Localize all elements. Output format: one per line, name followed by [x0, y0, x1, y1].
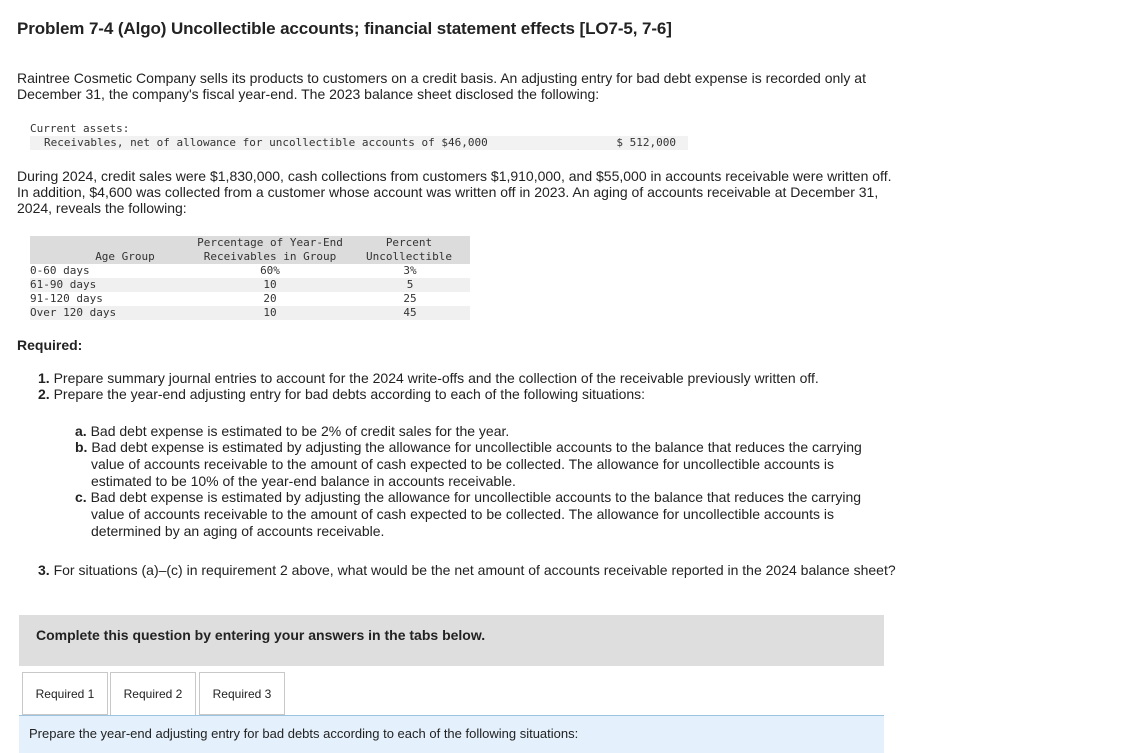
header-age-group: Age Group: [95, 250, 155, 263]
tab-required-3[interactable]: Required 3: [199, 672, 285, 715]
tab-required-1[interactable]: Required 1: [22, 672, 108, 715]
tab-required-2[interactable]: Required 2: [110, 672, 196, 716]
requirement-2-number: 2.: [38, 386, 50, 402]
instruction-banner: [19, 615, 884, 666]
aging-table: [30, 236, 470, 320]
tab-prompt-text: Prepare the year-end adjusting entry for bad debts according to each of the following situations:: [29, 726, 579, 741]
requirement-1: [38, 370, 819, 386]
situation-b-text: Bad debt expense is estimated by adjusting the allowance for uncollectible accounts to the balance that reduces the carrying value of accounts receivable to the amount of cash expected to be collected. The allowance for uncollectible accounts is estimated to be 10% of the year-end balance in accounts receivable.: [91, 439, 862, 489]
receivables-label: Receivables, net of allowance for uncollectible accounts of $46,000: [44, 136, 488, 149]
unc-cell: 3%: [403, 264, 417, 277]
tab-prompt-bar: [19, 716, 884, 753]
situation-c-text: Bad debt expense is estimated by adjusting the allowance for uncollectible accounts to the balance that reduces the carrying value of accounts receivable to the amount of cash expected to be collected. The allowance for uncollectible accounts is determined by an aging of accounts receivable.: [90, 489, 862, 539]
situation-a-text: Bad debt expense is estimated to be 2% of credit sales for the year.: [90, 423, 510, 439]
requirement-3-number: 3.: [38, 562, 50, 578]
requirement-2-text: Prepare the year-end adjusting entry for bad debts according to each of the following situations:: [53, 386, 646, 402]
required-heading: Required:: [17, 337, 83, 353]
problem-title: Problem 7-4 (Algo) Uncollectible accounts; financial statement effects [LO7-5, 7-6]: [17, 19, 672, 38]
aging-table-header: [30, 236, 470, 264]
unc-cell: 25: [403, 292, 417, 305]
age-cell: Over 120 days: [30, 306, 117, 319]
requirement-2: [38, 386, 645, 402]
during-paragraph: During 2024, credit sales were $1,830,000, cash collections from customers $1,910,000, and $55,000 in accounts receivable were written off. In addition, $4,600 was collected from a customer whose account was written off in 2023. An aging of accounts receivable at December 31, 2024, reveals the following:: [17, 168, 892, 216]
situation-a-letter: a.: [75, 423, 87, 439]
table-row: [30, 292, 470, 306]
requirement-3-text: For situations (a)–(c) in requirement 2 above, what would be the net amount of accounts receivable reported in the 2024 balance sheet?: [53, 562, 896, 578]
situation-c: [75, 489, 875, 540]
current-assets-label: Current assets:: [30, 122, 130, 135]
header-percentage-line2: Receivables in Group: [203, 250, 337, 263]
instruction-text: Complete this question by entering your answers in the tabs below.: [36, 627, 486, 643]
receivables-row: [30, 136, 688, 150]
requirement-1-number: 1.: [38, 370, 50, 386]
header-percentage-line1: Percentage of Year-End: [197, 236, 343, 249]
pct-cell: 20: [263, 292, 277, 305]
unc-cell: 5: [406, 278, 414, 291]
pct-cell: 10: [263, 278, 277, 291]
table-row: [30, 264, 470, 278]
situation-a: [75, 423, 875, 440]
situation-c-letter: c.: [75, 489, 87, 505]
table-row: [30, 306, 470, 320]
table-row: [30, 278, 470, 292]
requirement-3: [38, 562, 923, 578]
age-cell: 61-90 days: [30, 278, 97, 291]
header-uncollectible-line2: Uncollectible: [365, 250, 453, 263]
intro-paragraph: Raintree Cosmetic Company sells its products to customers on a credit basis. An adjusting entry for bad debt expense is recorded only at December 31, the company's fiscal year-end. The 2023 balance sheet disclosed the following:: [17, 70, 866, 102]
situation-b-letter: b.: [75, 439, 88, 455]
pct-cell: 60%: [260, 264, 280, 277]
header-uncollectible-line1: Percent: [385, 236, 433, 249]
receivables-amount: $ 512,000: [616, 136, 676, 149]
requirement-1-text: Prepare summary journal entries to account for the 2024 write-offs and the collection of the receivable previously written off.: [53, 370, 819, 386]
age-cell: 91-120 days: [30, 292, 103, 305]
unc-cell: 45: [403, 306, 417, 319]
pct-cell: 10: [263, 306, 277, 319]
situation-b: [75, 439, 875, 490]
age-cell: 0-60 days: [30, 264, 90, 277]
